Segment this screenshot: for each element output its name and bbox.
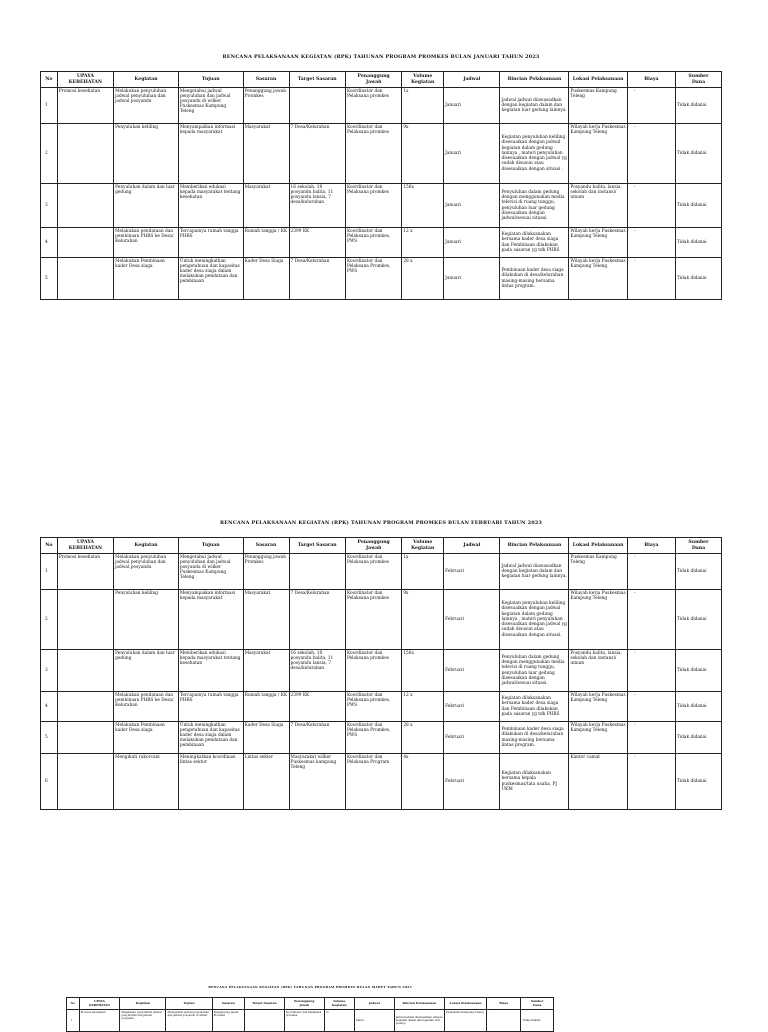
cell-tujuan: Untuk meningkatkan pengetahuan dan kapasitas kader desa siaga dalam melakukan pendataan dan pembinaan xyxy=(178,722,243,754)
header-penanggung-jawab: Penanggung Jawab xyxy=(345,538,401,554)
rpk-january-section xyxy=(40,54,722,300)
rpk-table-march xyxy=(66,997,554,1032)
header-biaya: Biaya xyxy=(486,998,521,1010)
cell-kegiatan: Melakukan pendataan dan pembinaan PHBS ke Desa/ Kelurahan xyxy=(114,228,179,258)
cell-rincian: Jadwal jadwal diawasadkan dengan kegiatan dalam dan kegiatan luar gedung lainnya. xyxy=(500,554,569,590)
cell-sumber-dana: Tidak didanai xyxy=(675,722,721,754)
cell-lokasi: Wilayah kerja Puskesmas Kampung Teleng xyxy=(569,258,627,300)
section-title: RENCANA PELAKSANAAN KEGIATAN (RPK) TAHUNAN PROGRAM PROMKES BULAN FEBRUARI TAHUN 2023 xyxy=(219,520,543,526)
header-upaya: UPAYA KEBEHATAN xyxy=(57,538,113,554)
table-row xyxy=(41,692,722,722)
cell-upaya: Promosi kesehatan xyxy=(57,554,113,590)
cell-sumber-dana: Tidak didanai xyxy=(675,590,721,650)
table-row xyxy=(41,590,722,650)
header-biaya: Biaya xyxy=(627,538,675,554)
cell-lokasi: Posyandu balita, lansia, sekolah dan instansi/ umum xyxy=(569,184,627,228)
cell-penanggung-jawab: Koordinator dan Pelaksana promkes xyxy=(345,590,401,650)
cell-no: 2 xyxy=(41,590,58,650)
cell-tujuan: Menyampaikan informasi kepada masyarakat xyxy=(178,124,243,184)
cell-rincian: Kegiatan dilaksanakan bersama kepala puskesmas/tata usaha, PJ UKM xyxy=(500,754,569,810)
cell-rincian: Jadwal jadwal diawasadkan dengan kegiatan dalam dan kegiatan luar gedung xyxy=(394,1010,444,1032)
cell-sasaran: Masyarakat xyxy=(243,124,289,184)
cell-jadwal: Januari xyxy=(444,228,500,258)
cell-kegiatan: Melakukan Pembinaan kader Desa siaga xyxy=(114,258,179,300)
header-kegiatan: Kegiatan xyxy=(114,72,179,88)
cell-volume: 28 x xyxy=(402,258,444,300)
cell-sumber-dana: Tidak didanai xyxy=(675,754,721,810)
cell-rincian: Kegiatan penyuluhan keliling disesuaikan dengan jadwal kegiatan dalam gedung lainnya , materi penyuluhan disesuaikan dengan jadwal yg sudah disusun atau disesuaikan dengan situasi. xyxy=(500,590,569,650)
cell-tujuan: Tercapainya rumah tangga PHBS xyxy=(178,228,243,258)
table-header-row xyxy=(67,998,554,1010)
header-volume: Volume Kegiatan xyxy=(324,998,354,1010)
header-tujuan: Tujuan xyxy=(166,998,212,1010)
cell-sumber-dana: Tidak didanai xyxy=(675,124,721,184)
cell-penanggung-jawab: Koordinator dan Pelaksana promkes xyxy=(345,650,401,692)
cell-no: 1 xyxy=(41,554,58,590)
cell-jadwal: Januari xyxy=(444,184,500,228)
cell-rincian: Kegiatan penyuluhan keliling disesuaikan dengan jadwal kegiatan dalam gedung lainnya , materi penyuluhan disesuaikan dengan jadwal yg sudah disusun atau disesuaikan dengan situasi . xyxy=(500,124,569,184)
cell-biaya: - xyxy=(627,692,675,722)
table-row xyxy=(41,554,722,590)
header-volume: Volume Kegiatan xyxy=(402,538,444,554)
cell-target-sasaran xyxy=(289,88,345,124)
cell-penanggung-jawab: Koordinator dan Pelaksana Program xyxy=(345,754,401,810)
cell-rincian: Jadwal jadwal diawasadkan dengan kegiatan dalam dan kegiatan luar gedung lainnya. xyxy=(500,88,569,124)
header-target-sasaran: Target Sasaran xyxy=(289,538,345,554)
cell-sumber-dana: Tidak didanai xyxy=(675,554,721,590)
cell-kegiatan: Penyuluhan dalam dan luar gedung xyxy=(114,650,179,692)
header-kegiatan: Kegiatan xyxy=(114,538,179,554)
cell-sasaran: Rumah tangga / KK xyxy=(243,228,289,258)
cell-volume: 156x xyxy=(402,650,444,692)
cell-no: 4 xyxy=(41,228,58,258)
cell-volume: 1x xyxy=(324,1010,354,1032)
cell-penanggung-jawab: Koordinator dan Pelaksana Promkes, PWS xyxy=(345,722,401,754)
cell-jadwal: Februari xyxy=(444,590,500,650)
cell-biaya: - xyxy=(627,258,675,300)
cell-upaya xyxy=(57,692,113,722)
header-sasaran: Sasaran xyxy=(243,538,289,554)
cell-penanggung-jawab: Koordinator dan Pelaksana promkes xyxy=(345,184,401,228)
header-sumber-dana: Sumber Dana xyxy=(675,72,721,88)
cell-jadwal: Februari xyxy=(444,554,500,590)
header-upaya: UPAYA KEBEHATAN xyxy=(79,998,120,1010)
cell-kegiatan: Mengikuti rakorcam xyxy=(114,754,179,810)
cell-volume: 1x xyxy=(402,554,444,590)
header-rincian: Rincian Pelaksanaan xyxy=(500,538,569,554)
header-upaya: UPAYA KEBEHATAN xyxy=(57,72,113,88)
cell-sumber-dana: Tidak didanai xyxy=(675,184,721,228)
cell-target-sasaran: 2399 KK xyxy=(289,692,345,722)
cell-tujuan: Memberikan edukasi kepada masyarakat tentang kesehatan xyxy=(178,650,243,692)
header-jadwal: Jadwal xyxy=(444,538,500,554)
cell-lokasi: Puskesmas Kampung Teleng xyxy=(445,1010,487,1032)
cell-sasaran: Kader Desa Siaga xyxy=(243,258,289,300)
cell-jadwal: Februari xyxy=(444,754,500,810)
cell-target-sasaran: 7 Desa/Kelurahan xyxy=(289,722,345,754)
header-sumber-dana: Sumber Dana xyxy=(521,998,554,1010)
table-row xyxy=(41,124,722,184)
cell-sasaran: Penanggung jawab Promkes xyxy=(243,554,289,590)
cell-jadwal: Maret xyxy=(354,1010,394,1032)
cell-volume: 156x xyxy=(402,184,444,228)
rpk-table-january xyxy=(40,71,722,300)
cell-sasaran: Lintas sektor xyxy=(243,754,289,810)
cell-no: 5 xyxy=(41,258,58,300)
cell-rincian: Pembinaan kader desa siaga dilakukan di desa/kelurahan masing-masing bersama lintas program. xyxy=(500,722,569,754)
header-target-sasaran: Target Sasaran xyxy=(289,72,345,88)
header-no: No xyxy=(67,998,80,1010)
cell-lokasi: Kantor camat xyxy=(569,754,627,810)
cell-rincian: Penyuluhan dalam gedung dengan menggunakan media televisi di ruang tunggu, penyuluhan luar gedung disesuaikan dengan jadwal/sesuai situasi. xyxy=(500,184,569,228)
cell-jadwal: Januari xyxy=(444,124,500,184)
header-lokasi: Lokasi Pelaksanaan xyxy=(445,998,487,1010)
cell-no: 6 xyxy=(41,754,58,810)
cell-target-sasaran: 16 sekolah, 18 posyandu balita, 11 posyandu lansia, 7 desa/kelurahan xyxy=(289,650,345,692)
header-tujuan: Tujuan xyxy=(178,72,243,88)
cell-sasaran: Kader Desa Siaga xyxy=(243,722,289,754)
cell-biaya: - xyxy=(627,228,675,258)
header-lokasi: Lokasi Pelaksanaan xyxy=(569,72,627,88)
header-tujuan: Tujuan xyxy=(178,538,243,554)
cell-penanggung-jawab: Koordinator dan Pelaksana promkes xyxy=(345,88,401,124)
cell-rincian: Kegiatan dilaksanakan bersama kader desa siaga dan Pembinaan dilakukan pada sasaran yg tdk PHBS xyxy=(500,228,569,258)
cell-penanggung-jawab: Koordinator dan Pelaksana Promkes, PWS xyxy=(345,258,401,300)
cell-penanggung-jawab: Koordinator dan Pelaksana promkes, PWS xyxy=(345,692,401,722)
header-jadwal: Jadwal xyxy=(354,998,394,1010)
header-jadwal: Jadwal xyxy=(444,72,500,88)
header-biaya: Biaya xyxy=(627,72,675,88)
cell-upaya: Promosi kesehatan xyxy=(57,88,113,124)
cell-jadwal: Februari xyxy=(444,692,500,722)
cell-volume: 12 x xyxy=(402,228,444,258)
cell-tujuan: Mengetahui jadwal penyuluhan dan jadwal posyandu di wilker Puskesmas Kampung Teleng xyxy=(178,554,243,590)
cell-no: 3 xyxy=(41,650,58,692)
cell-kegiatan: Melakukan penyuluhan jadwal penyuluhan dan jadwal posyandu xyxy=(114,88,179,124)
cell-biaya: - xyxy=(627,590,675,650)
cell-biaya: - xyxy=(627,184,675,228)
cell-no: 5 xyxy=(41,722,58,754)
cell-lokasi: Wilayah kerja Puskesmas Kampung Teleng xyxy=(569,692,627,722)
header-rincian: Rincian Pelaksanaan xyxy=(500,72,569,88)
cell-jadwal: Februari xyxy=(444,650,500,692)
header-no: No xyxy=(41,538,58,554)
header-sasaran: Sasaran xyxy=(243,72,289,88)
cell-upaya xyxy=(57,228,113,258)
cell-tujuan: Tercapainya rumah tangga PHBS xyxy=(178,692,243,722)
section-title: RENCANA PELAKSANAAN KEGIATAN (RPK) TAHUNAN PROGRAM PROMKES BULAN MARET TAHUN 2023 xyxy=(208,985,412,989)
cell-lokasi: Puskesmas Kampung Teleng xyxy=(569,554,627,590)
cell-volume: 12 x xyxy=(402,692,444,722)
cell-no: 1 xyxy=(41,88,58,124)
cell-sumber-dana: Tidak didanai xyxy=(675,88,721,124)
cell-kegiatan: Melakukan Pembinaan kader Desa siaga xyxy=(114,722,179,754)
cell-upaya xyxy=(57,590,113,650)
table-header-row xyxy=(41,72,722,88)
cell-kegiatan: Penyuluhan keliling xyxy=(114,124,179,184)
cell-target-sasaran xyxy=(245,1010,285,1032)
cell-lokasi: Wilayah kerja Puskesmas Kampung Teleng xyxy=(569,228,627,258)
header-volume: Volume Kegiatan xyxy=(402,72,444,88)
cell-kegiatan: Penyuluhan keliling xyxy=(114,590,179,650)
cell-lokasi: Wilayah kerja Puskesmas Kampung Teleng xyxy=(569,722,627,754)
cell-kegiatan: Penyuluhan dalam dan luar gedung xyxy=(114,184,179,228)
cell-kegiatan: Melakukan pendataan dan pembinaan PHBS ke Desa/ Kelurahan xyxy=(114,692,179,722)
cell-biaya: - xyxy=(486,1010,521,1032)
cell-sumber-dana: Tidak didanai xyxy=(675,228,721,258)
cell-sasaran: Masyarakat xyxy=(243,184,289,228)
table-row xyxy=(41,88,722,124)
header-penanggung-jawab: Penanggung Jawab xyxy=(284,998,324,1010)
cell-upaya: Promosi kesehatan xyxy=(79,1010,120,1032)
rpk-table-february xyxy=(40,537,722,810)
header-sumber-dana: Sumber Dana xyxy=(675,538,721,554)
cell-volume: 28 x xyxy=(402,722,444,754)
cell-sasaran: Penanggung jawab Promkes xyxy=(212,1010,244,1032)
cell-target-sasaran: Masyarakat wilker Puskesmas kampung Teleng xyxy=(289,754,345,810)
cell-tujuan: Memberikan edukasi kepada masyarakat tentang kesehatan xyxy=(178,184,243,228)
cell-volume: 4x xyxy=(402,754,444,810)
cell-upaya xyxy=(57,184,113,228)
cell-biaya: - xyxy=(627,722,675,754)
cell-sasaran: Rumah tangga / KK xyxy=(243,692,289,722)
cell-upaya xyxy=(57,650,113,692)
cell-biaya: - xyxy=(627,554,675,590)
cell-rincian: Kegiatan dilaksanakan bersama kader desa siaga dan Pembinaan dilakukan pada sasaran yg tdk PHBS xyxy=(500,692,569,722)
cell-no: 2 xyxy=(41,124,58,184)
section-title: RENCANA PELAKSANAAN KEGIATAN (RPK) TAHUNAN PROGRAM PROMKES BULAN JANUARI TAHUN 2023 xyxy=(222,54,540,60)
cell-sumber-dana: Tidak didanai xyxy=(675,692,721,722)
cell-upaya xyxy=(57,258,113,300)
header-lokasi: Lokasi Pelaksanaan xyxy=(569,538,627,554)
cell-tujuan: Untuk meningkatkan pengetahuan dan kapasitas kader desa siaga dalam melakukan pendataan dan pembinaan xyxy=(178,258,243,300)
header-sasaran: Sasaran xyxy=(212,998,244,1010)
cell-target-sasaran: 7 Desa/Kelurahan xyxy=(289,590,345,650)
cell-target-sasaran: 2399 KK xyxy=(289,228,345,258)
cell-jadwal: Januari xyxy=(444,258,500,300)
cell-target-sasaran: 16 sekolah, 18 posyandu balita, 11 posyandu lansia, 7 desa/kelurahan xyxy=(289,184,345,228)
cell-tujuan: Mengetahui jadwal penyuluhan dan jadwal posyandu di wilker xyxy=(166,1010,212,1032)
cell-target-sasaran: 7 Desa/Kelurahan xyxy=(289,124,345,184)
rpk-march-section xyxy=(66,985,554,1032)
cell-target-sasaran xyxy=(289,554,345,590)
table-row xyxy=(41,258,722,300)
cell-lokasi: Puskesmas Kampung Teleng xyxy=(569,88,627,124)
cell-rincian: Pembinaan kader desa siaga dilakukan di desa/kelurahan masing-masing bersama lintas program. xyxy=(500,258,569,300)
cell-biaya: - xyxy=(627,88,675,124)
cell-kegiatan: Melakukan penyuluhan jadwal penyuluhan dan jadwal posyandu xyxy=(114,554,179,590)
cell-tujuan: Meningkatkan koordinasi lintas sektor xyxy=(178,754,243,810)
cell-volume: 9x xyxy=(402,590,444,650)
cell-rincian: Penyuluhan dalam gedung dengan menggunakan media televisi di ruang tunggu, penyuluhan luar gedung disesuaikan dengan jadwal/sesuai situasi. xyxy=(500,650,569,692)
rpk-february-section xyxy=(40,520,722,810)
header-penanggung-jawab: Penanggung Jawab xyxy=(345,72,401,88)
cell-penanggung-jawab: Koordinator dan Pelaksana promkes xyxy=(345,554,401,590)
cell-sasaran: Masyarakat xyxy=(243,650,289,692)
table-row xyxy=(41,722,722,754)
cell-penanggung-jawab: Koordinator dan Pelaksana promkes xyxy=(345,124,401,184)
table-row xyxy=(41,650,722,692)
cell-sumber-dana: Tidak didanai xyxy=(521,1010,554,1032)
table-row xyxy=(67,1010,554,1032)
cell-biaya: - xyxy=(627,650,675,692)
cell-sumber-dana: Tidak didanai xyxy=(675,650,721,692)
cell-volume: 9x xyxy=(402,124,444,184)
cell-tujuan: Mengetahui jadwal penyuluhan dan jadwal posyandu di wilker Puskesmas Kampung Teleng xyxy=(178,88,243,124)
cell-jadwal: Februari xyxy=(444,722,500,754)
header-kegiatan: Kegiatan xyxy=(120,998,166,1010)
cell-target-sasaran: 7 Desa/Kelurahan xyxy=(289,258,345,300)
cell-penanggung-jawab: Koordinator dan Pelaksana promkes, PWS xyxy=(345,228,401,258)
cell-biaya: - xyxy=(627,124,675,184)
cell-upaya xyxy=(57,124,113,184)
cell-no: 3 xyxy=(41,184,58,228)
table-row xyxy=(41,184,722,228)
header-no: No xyxy=(41,72,58,88)
cell-lokasi: Wilayah kerja Puskesmas Kampung Teleng xyxy=(569,590,627,650)
cell-sasaran: Penanggung jawab Promkes xyxy=(243,88,289,124)
table-header-row xyxy=(41,538,722,554)
cell-upaya xyxy=(57,722,113,754)
table-row xyxy=(41,754,722,810)
cell-sumber-dana: Tidak didanai xyxy=(675,258,721,300)
cell-sasaran: Masyarakat xyxy=(243,590,289,650)
table-row xyxy=(41,228,722,258)
cell-upaya xyxy=(57,754,113,810)
cell-lokasi: Posyandu balita, lansia, sekolah dan instansi/ umum xyxy=(569,650,627,692)
cell-jadwal: Januari xyxy=(444,88,500,124)
header-rincian: Rincian Pelaksanaan xyxy=(394,998,444,1010)
cell-biaya: - xyxy=(627,754,675,810)
header-target-sasaran: Target Sasaran xyxy=(245,998,285,1010)
cell-lokasi: Wilayah kerja Puskesmas Kampung Teleng xyxy=(569,124,627,184)
cell-volume: 1x xyxy=(402,88,444,124)
cell-no: 1 xyxy=(67,1010,80,1032)
cell-kegiatan: Melakukan penyuluhan jadwal penyuluhan dan jadwal posyandu xyxy=(120,1010,166,1032)
cell-tujuan: Menyampaikan informasi kepada masyarakat xyxy=(178,590,243,650)
cell-penanggung-jawab: Koordinator dan Pelaksana promkes xyxy=(284,1010,324,1032)
cell-no: 4 xyxy=(41,692,58,722)
